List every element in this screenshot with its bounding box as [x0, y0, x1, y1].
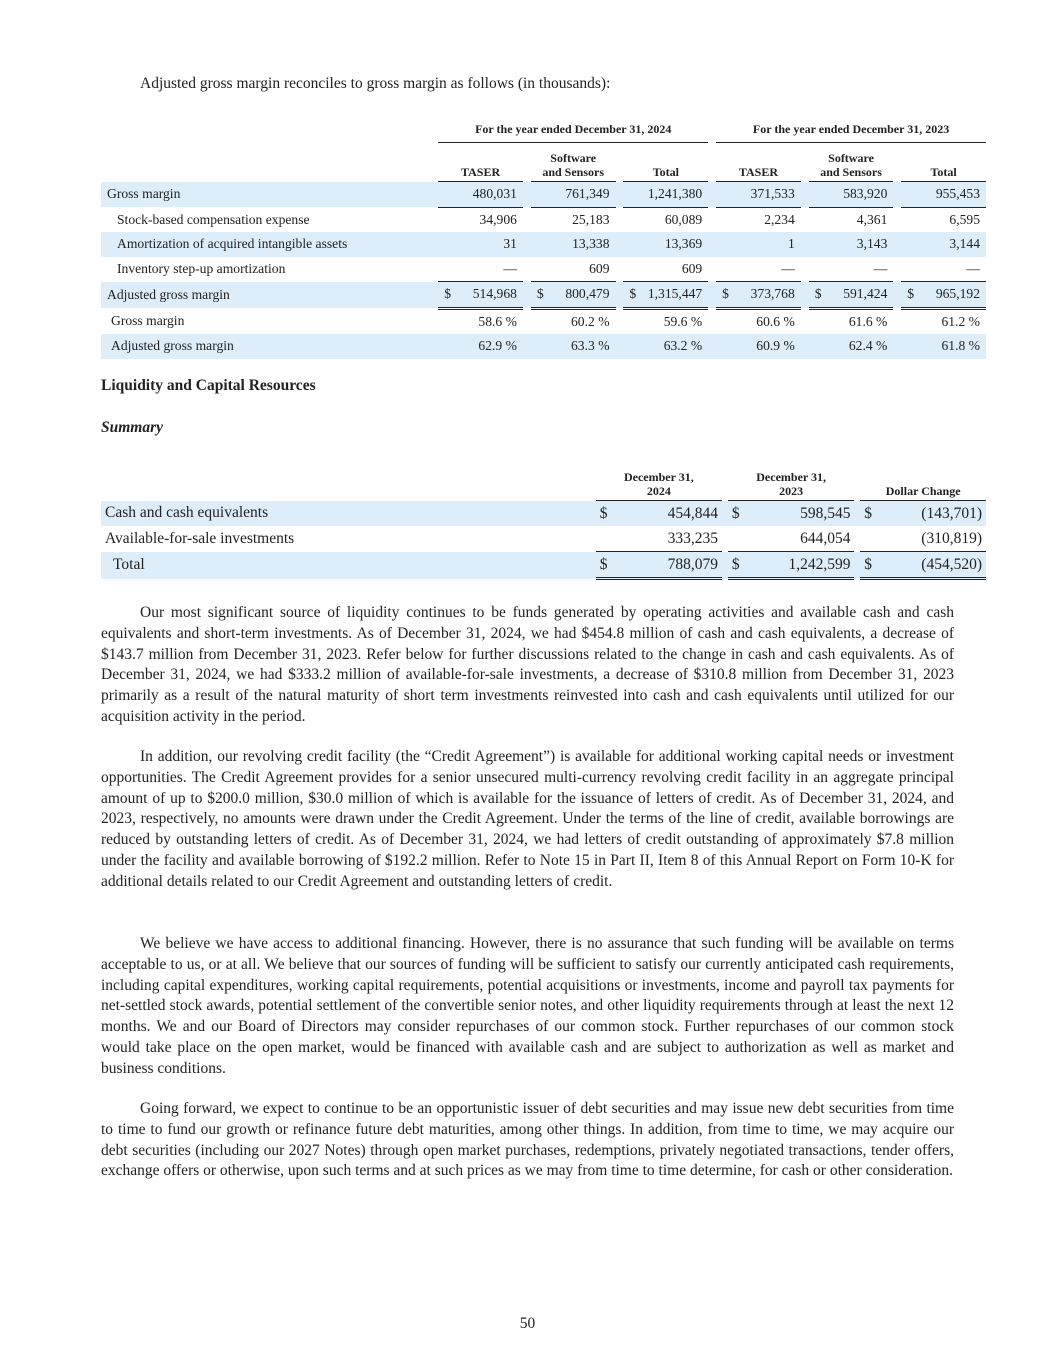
col-dollar-change: Dollar Change [860, 466, 986, 501]
col-taser-2024: TASER [438, 143, 523, 182]
table-row: Adjusted gross margin $ 514,968 $ 800,479 $ 1,315,447 $ 373,768 $ 591,424 $ 965,192 [101, 282, 986, 309]
col-software-2024: Software and Sensors [531, 143, 616, 182]
table-row: Adjusted gross margin 62.9 % 63.3 % 63.2 % 60.9 % 62.4 % 61.8 % [101, 334, 986, 359]
section-title: Liquidity and Capital Resources [101, 377, 316, 394]
period-2023-header: For the year ended December 31, 2023 [716, 122, 986, 143]
adjusted-gross-margin-table [101, 122, 986, 359]
col-software-2023: Software and Sensors [809, 143, 894, 182]
paragraph-credit-agreement: In addition, our revolving credit facility (the “Credit Agreement”) is available for additional working capital needs or investment opportunities. The Credit Agreement provides for a senior unsecured multi-currency revolving credit facility in an aggregate principal amount of up to $200.0 million, $30.0 million of which is available for the issuance of letters of credit. As of December 31, 2024, and 2023, respectively, no amounts were drawn under the Credit Agreement. Under the terms of the line of credit, available borrowings are reduced by outstanding letters of credit. As of December 31, 2024, we had letters of credit outstanding of approximately $7.8 million under the facility and available borrowing of $192.2 million. Refer to Note 15 in Part II, Item 8 of this Annual Report on Form 10-K for additional details related to our Credit Agreement and outstanding letters of credit. [101, 748, 954, 890]
table-row: Gross margin 480,031 761,349 1,241,380 371,533 583,920 955,453 [101, 182, 986, 208]
paragraph-liquidity: Our most significant source of liquidity continues to be funds generated by operating activities and available cash and cash equivalents and short-term investments. As of December 31, 2024, we had $454.8 million of cash and cash equivalents, a decrease of $143.7 million from December 31, 2023. Refer below for further discussions related to the change in cash and cash equivalents. As of December 31, 2024, we had $333.2 million of available-for-sale investments, a decrease of $310.8 million from December 31, 2023 primarily as a result of the natural maturity of short term investments reinvested into cash and cash equivalents until utilized for our acquisition activity in the period. [101, 604, 954, 725]
paragraph-financing: We believe we have access to additional financing. However, there is no assurance that such funding will be available on terms acceptable to us, or at all. We believe that our sources of funding will be sufficient to satisfy our currently anticipated cash requirements, including capital expenditures, working capital requirements, potential acquisitions or investments, income and payroll tax payments for net-settled stock awards, potential settlement of the convertible senior notes, and other liquidity requirements through at least the next 12 months. We and our Board of Directors may consider repurchases of our common stock. Further repurchases of our common stock would take place on the open market, would be financed with available cash and are subject to authorization as well as market and business conditions. [101, 935, 954, 1077]
col-total-2023: Total [901, 143, 986, 182]
table-row: Stock-based compensation expense 34,906 25,183 60,089 2,234 4,361 6,595 [101, 207, 986, 232]
paragraph-debt-securities: Going forward, we expect to continue to be an opportunistic issuer of debt securities and may issue new debt securities from time to time to fund our growth or refinance future debt maturities, among other things. In addition, from time to time, we may acquire our debt securities (including our 2027 Notes) through open market purchases, redemptions, privately negotiated transactions, tender offers, exchange offers or otherwise, upon such terms and at such prices as we may from time to time determine, for cash or other consideration. [101, 1100, 954, 1180]
col-dec-2024: December 31, 2024 [596, 466, 722, 501]
table-row: Total $ 788,079 $ 1,242,599 $ (454,520) [101, 552, 986, 579]
liquidity-summary-table [101, 466, 986, 580]
table-row: Gross margin 58.6 % 60.2 % 59.6 % 60.6 % 61.6 % 61.2 % [101, 308, 986, 334]
summary-title: Summary [101, 419, 164, 436]
table-row: Amortization of acquired intangible assets 31 13,338 13,369 1 3,143 3,144 [101, 232, 986, 257]
period-2024-header: For the year ended December 31, 2024 [438, 122, 708, 143]
intro-text: Adjusted gross margin reconciles to gross margin as follows (in thousands): [140, 75, 611, 92]
col-total-2024: Total [623, 143, 708, 182]
page-number: 50 [519, 1315, 536, 1332]
table-row: Available-for-sale investments 333,235 644,054 (310,819) [101, 526, 986, 552]
col-taser-2023: TASER [716, 143, 801, 182]
table-row: Cash and cash equivalents $ 454,844 $ 598,545 $ (143,701) [101, 501, 986, 527]
col-dec-2023: December 31, 2023 [728, 466, 855, 501]
table-row: Inventory step-up amortization — 609 609 — — — [101, 257, 986, 282]
